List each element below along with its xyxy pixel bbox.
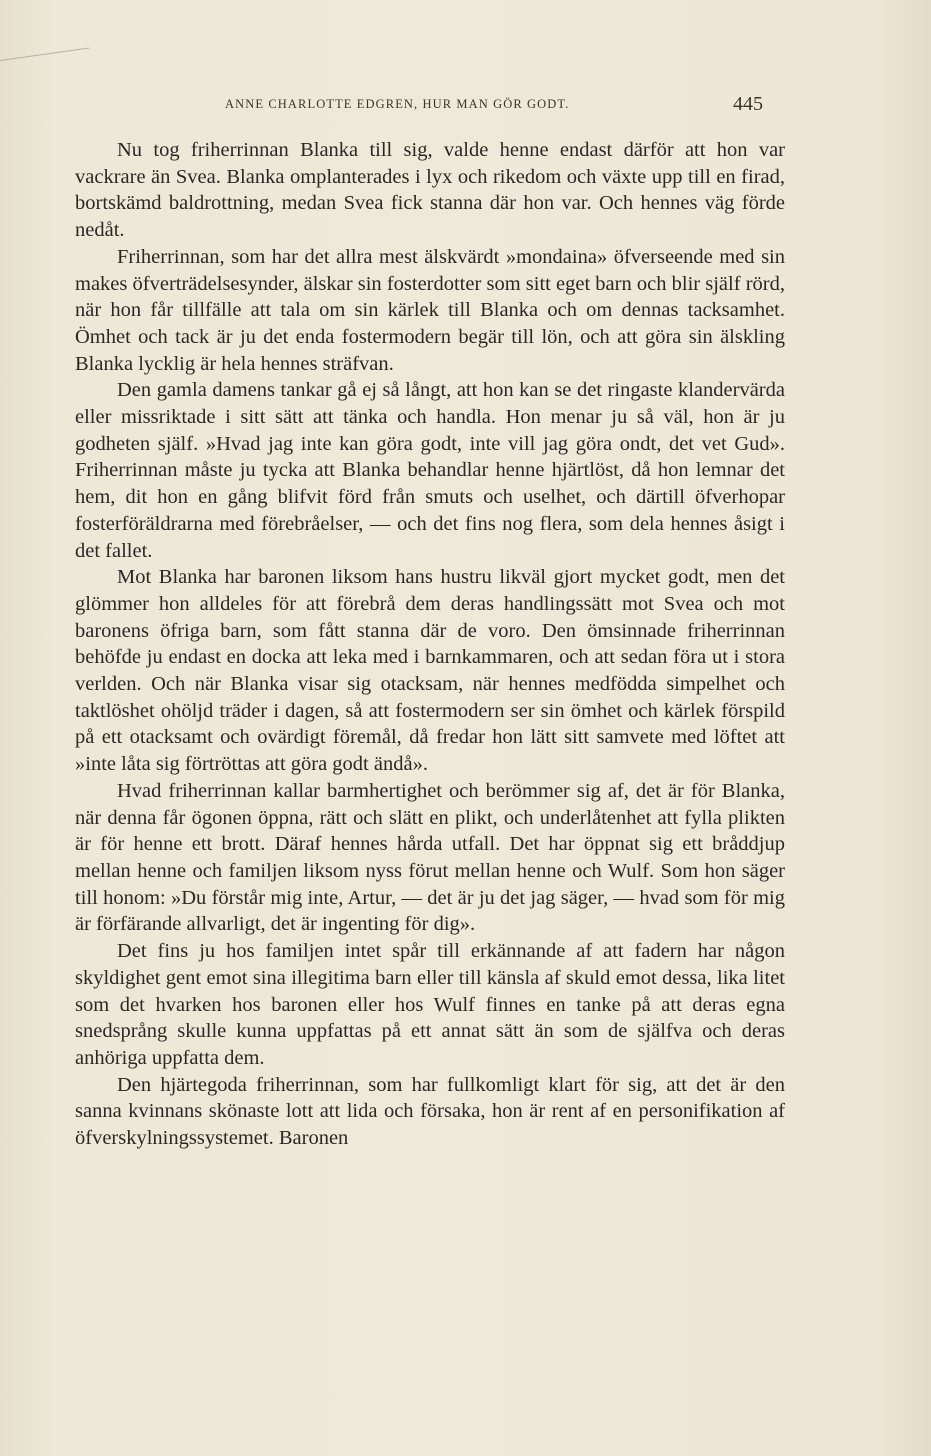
paragraph: Nu tog friherrinnan Blanka till sig, valde henne endast därför att hon var vackrare än Svea. Blanka omplanterades i lyx och rikedom och växte upp till en firad, bortskämd baldrottning, medan Svea fick stanna där hon var. Och hennes väg förde nedåt. xyxy=(75,139,785,242)
paragraph: Det fins ju hos familjen intet spår till erkännande af att fadern har någon skyldighet gent emot sina illegitima barn eller till känsla af skuld emot dessa, lika litet som det hvarken hos baronen eller hos Wulf finnes en tanke på att deras egna snedsprång skulle kunna uppfattas på ett annat sätt än som de själfva och deras anhöriga uppfatta dem. xyxy=(75,940,785,1069)
paragraph: Friherrinnan, som har det allra mest älskvärdt »mondaina» öfverseende med sin makes öfverträdelsesynder, älskar sin fosterdotter som sitt eget barn och blir själf rörd, när hon får tillfälle att tala om sin kärlek till Blanka och om dennas tacksamhet. Ömhet och tack är ju det enda fostermodern begär till lön, och att göra sin älskling Blanka lycklig är hela hennes sträfvan. xyxy=(75,245,785,375)
running-title: ANNE CHARLOTTE EDGREN, HUR MAN GÖR GODT. xyxy=(225,97,570,111)
paragraph: Mot Blanka har baronen liksom hans hustru likväl gjort mycket godt, men det glömmer hon alldeles för att förebrå dem deras handlingssätt mot Svea och mot baronens öfriga barn, som fått stanna där de voro. Den ömsinnade friherrinnan behöfde ju endast en docka att leka med i barnkammaren, och att sedan föra ut i stora verlden. Och när Blanka visar sig otacksam, när hennes medfödda simpelhet och taktlöshet ohöljd träder i dagen, så att fostermodern ser sin ömhet och kärlek förspild på ett otacksamt och ovärdigt föremål, då fredar hon lätt sitt samvete med löftet att »inte låta sig förtröttas att göra godt ändå». xyxy=(75,566,785,776)
paragraph: Den hjärtegoda friherrinnan, som har fullkomligt klart för sig, att det är den sanna kvinnans skönaste lott att lida och försaka, hon är rent af en personifikation af öfverskylningssystemet. Baronen xyxy=(75,1073,785,1150)
running-header xyxy=(75,93,785,117)
paragraph: Hvad friherrinnan kallar barmhertighet och berömmer sig af, det är för Blanka, när denna får ögonen öppna, rätt och slätt en plikt, och underlåtenhet att fylla plikten är för henne ett brott. Däraf hennes hårda utfall. Det har öppnat sig ett bråddjup mellan henne och familjen liksom nyss förut mellan henne och Wulf. Som hon säger till honom: »Du förstår mig inte, Artur, — det är ju det jag säger, — hvad som för mig är förfärande allvarligt, det är ingenting för dig». xyxy=(75,779,785,936)
paragraph: Den gamla damens tankar gå ej så långt, att hon kan se det ringaste klandervärda eller missriktade i sitt sätt att tänka och handla. Hon menar ju så väl, hon är ju godheten själf. »Hvad jag inte kan göra godt, inte vill jag göra ondt, det vet Gud». Friherrinnan måste ju tycka att Blanka behandlar henne hjärtlöst, då hon lemnar det hem, dit hon en gång blifvit förd från smuts och uselhet, och därtill öfverhopar fosterföräldrarna med förebråelser, — och det fins nog flera, som dela hennes åsigt i det fallet. xyxy=(75,379,785,562)
body-text xyxy=(75,137,785,1152)
page-number: 445 xyxy=(733,93,763,115)
